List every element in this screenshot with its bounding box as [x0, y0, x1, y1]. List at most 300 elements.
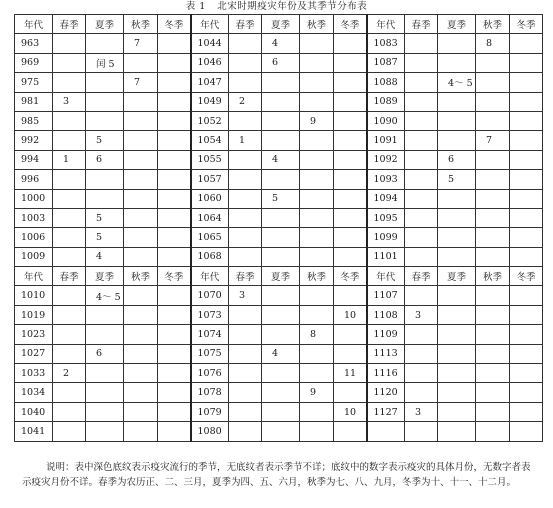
season-cell	[86, 402, 124, 421]
season-cell	[86, 364, 124, 383]
season-cell: 6	[86, 150, 124, 169]
season-cell: 10	[334, 402, 367, 421]
season-cell	[229, 422, 262, 441]
table-row	[15, 402, 543, 421]
table-row	[15, 189, 543, 208]
season-cell	[124, 92, 158, 111]
year-cell: 1070	[191, 286, 229, 305]
season-cell: 5	[262, 189, 300, 208]
season-cell	[334, 73, 367, 92]
column-header: 年代	[191, 267, 229, 286]
season-cell	[510, 228, 543, 247]
season-cell	[158, 402, 191, 421]
year-cell: 1093	[367, 170, 405, 189]
season-cell: 3	[405, 402, 438, 421]
column-header: 夏季	[438, 15, 476, 34]
season-cell: 11	[334, 364, 367, 383]
season-cell	[476, 422, 510, 441]
column-header: 春季	[405, 15, 438, 34]
season-cell	[158, 247, 191, 266]
season-cell	[476, 73, 510, 92]
season-cell	[229, 305, 262, 324]
season-cell	[476, 189, 510, 208]
table-row	[15, 344, 543, 363]
year-cell: 985	[15, 111, 53, 130]
season-cell	[300, 150, 334, 169]
season-cell	[229, 170, 262, 189]
season-cell	[510, 344, 543, 363]
season-cell	[300, 92, 334, 111]
year-cell: 1057	[191, 170, 229, 189]
column-header: 秋季	[476, 267, 510, 286]
season-cell	[510, 111, 543, 130]
year-cell: 981	[15, 92, 53, 111]
column-header: 秋季	[476, 15, 510, 34]
season-cell	[405, 34, 438, 53]
year-cell: 1049	[191, 92, 229, 111]
season-cell	[86, 325, 124, 344]
season-cell	[229, 34, 262, 53]
season-cell	[124, 150, 158, 169]
season-cell	[53, 422, 86, 441]
year-cell: 1127	[367, 402, 405, 421]
year-cell: 1041	[15, 422, 53, 441]
table-number: 表 1	[185, 1, 206, 12]
table-caption	[0, 0, 553, 13]
year-cell: 1101	[367, 247, 405, 266]
season-cell	[300, 344, 334, 363]
year-cell: 1090	[367, 111, 405, 130]
table-row	[15, 111, 543, 130]
season-cell	[124, 208, 158, 227]
season-cell: 闰 5	[86, 53, 124, 72]
year-cell: 1087	[367, 53, 405, 72]
season-cell	[124, 364, 158, 383]
season-cell	[300, 402, 334, 421]
season-cell	[510, 364, 543, 383]
season-cell: 4～ 5	[86, 286, 124, 305]
year-cell: 994	[15, 150, 53, 169]
season-cell	[334, 170, 367, 189]
season-cell	[53, 228, 86, 247]
season-cell	[438, 92, 476, 111]
season-cell: 8	[476, 34, 510, 53]
year-cell: 1089	[367, 92, 405, 111]
column-header: 春季	[405, 267, 438, 286]
season-cell	[53, 189, 86, 208]
year-cell: 1088	[367, 73, 405, 92]
season-cell	[476, 325, 510, 344]
year-cell: 1074	[191, 325, 229, 344]
season-cell	[86, 73, 124, 92]
season-cell	[262, 402, 300, 421]
season-cell	[124, 383, 158, 402]
season-cell	[510, 92, 543, 111]
season-cell	[53, 53, 86, 72]
year-cell: 992	[15, 131, 53, 150]
year-cell: 969	[15, 53, 53, 72]
season-cell: 9	[300, 111, 334, 130]
column-header: 秋季	[124, 267, 158, 286]
season-cell	[405, 344, 438, 363]
season-cell	[53, 34, 86, 53]
season-cell	[229, 344, 262, 363]
year-cell: 1054	[191, 131, 229, 150]
season-cell	[158, 383, 191, 402]
season-cell	[334, 131, 367, 150]
season-cell: 8	[300, 325, 334, 344]
year-cell: 975	[15, 73, 53, 92]
season-cell	[124, 325, 158, 344]
year-cell: 1083	[367, 34, 405, 53]
column-header: 冬季	[158, 15, 191, 34]
season-cell	[510, 150, 543, 169]
season-cell	[229, 383, 262, 402]
year-cell: 1023	[15, 325, 53, 344]
season-cell	[86, 305, 124, 324]
season-cell: 3	[405, 305, 438, 324]
table-row	[15, 383, 543, 402]
year-cell: 1009	[15, 247, 53, 266]
year-cell: 1092	[367, 150, 405, 169]
year-cell: 1095	[367, 208, 405, 227]
table-row	[15, 131, 543, 150]
season-cell: 7	[124, 34, 158, 53]
season-cell	[438, 189, 476, 208]
column-header: 年代	[191, 15, 229, 34]
season-cell	[158, 73, 191, 92]
column-header: 冬季	[334, 15, 367, 34]
season-cell	[53, 402, 86, 421]
season-cell	[124, 131, 158, 150]
season-cell: 5	[86, 228, 124, 247]
year-cell: 1064	[191, 208, 229, 227]
season-cell	[262, 325, 300, 344]
season-cell	[405, 170, 438, 189]
season-cell	[158, 150, 191, 169]
season-cell	[334, 422, 367, 441]
season-cell	[262, 286, 300, 305]
year-cell: 1034	[15, 383, 53, 402]
table-header-row	[15, 267, 543, 286]
season-cell	[334, 111, 367, 130]
season-cell	[229, 111, 262, 130]
column-header: 冬季	[334, 267, 367, 286]
season-cell	[262, 111, 300, 130]
season-cell	[158, 189, 191, 208]
year-cell: 1047	[191, 73, 229, 92]
season-cell	[229, 364, 262, 383]
season-cell	[334, 208, 367, 227]
column-header: 冬季	[158, 267, 191, 286]
year-cell: 1116	[367, 364, 405, 383]
season-cell	[300, 170, 334, 189]
season-cell	[53, 73, 86, 92]
season-cell: 6	[86, 344, 124, 363]
year-cell: 1091	[367, 131, 405, 150]
season-cell	[158, 422, 191, 441]
year-cell: 1094	[367, 189, 405, 208]
season-cell	[300, 422, 334, 441]
table-row	[15, 364, 543, 383]
season-cell	[158, 305, 191, 324]
season-cell	[124, 402, 158, 421]
season-cell	[334, 344, 367, 363]
season-cell	[476, 53, 510, 72]
season-cell	[476, 286, 510, 305]
season-cell	[158, 53, 191, 72]
year-cell: 1108	[367, 305, 405, 324]
column-header: 年代	[367, 15, 405, 34]
season-cell	[510, 208, 543, 227]
year-cell: 1055	[191, 150, 229, 169]
season-cell	[158, 34, 191, 53]
season-cell	[300, 286, 334, 305]
season-cell	[124, 305, 158, 324]
season-cell	[476, 383, 510, 402]
year-cell: 1109	[367, 325, 405, 344]
season-cell	[229, 228, 262, 247]
year-cell: 1099	[367, 228, 405, 247]
season-cell	[510, 286, 543, 305]
season-cell	[158, 228, 191, 247]
year-cell: 1065	[191, 228, 229, 247]
season-cell	[86, 92, 124, 111]
season-cell	[438, 131, 476, 150]
season-cell: 9	[300, 383, 334, 402]
season-cell	[334, 228, 367, 247]
year-cell: 1003	[15, 208, 53, 227]
column-header: 年代	[15, 267, 53, 286]
year-cell: 1033	[15, 364, 53, 383]
year-cell: 1073	[191, 305, 229, 324]
season-cell	[229, 325, 262, 344]
table-title: 北宋时期疫灾年份及其季节分布表	[217, 1, 368, 12]
table-row	[15, 73, 543, 92]
column-header: 年代	[15, 15, 53, 34]
season-cell: 2	[53, 364, 86, 383]
table-row	[15, 286, 543, 305]
season-cell: 4～ 5	[438, 73, 476, 92]
season-cell: 6	[438, 150, 476, 169]
year-cell: 1079	[191, 402, 229, 421]
season-cell	[405, 111, 438, 130]
season-cell	[438, 402, 476, 421]
season-cell	[510, 34, 543, 53]
year-cell: 963	[15, 34, 53, 53]
table-row	[15, 228, 543, 247]
season-cell	[476, 247, 510, 266]
season-cell: 2	[229, 92, 262, 111]
table-row	[15, 208, 543, 227]
year-cell	[367, 422, 405, 441]
season-cell	[300, 305, 334, 324]
table-row	[15, 92, 543, 111]
season-cell	[300, 53, 334, 72]
table-row	[15, 325, 543, 344]
column-header: 夏季	[262, 267, 300, 286]
season-cell	[438, 53, 476, 72]
season-cell	[438, 228, 476, 247]
season-cell	[510, 325, 543, 344]
season-cell	[262, 170, 300, 189]
season-cell	[86, 189, 124, 208]
season-cell	[405, 131, 438, 150]
column-header: 春季	[53, 267, 86, 286]
season-cell	[405, 73, 438, 92]
season-cell	[300, 247, 334, 266]
season-cell	[229, 189, 262, 208]
season-cell	[510, 422, 543, 441]
season-cell	[124, 344, 158, 363]
season-cell	[405, 92, 438, 111]
column-header: 夏季	[438, 267, 476, 286]
season-cell	[476, 402, 510, 421]
year-cell: 1075	[191, 344, 229, 363]
season-cell	[158, 364, 191, 383]
season-cell	[438, 286, 476, 305]
season-cell	[510, 131, 543, 150]
column-header: 秋季	[124, 15, 158, 34]
season-cell	[334, 325, 367, 344]
column-header: 秋季	[300, 267, 334, 286]
year-cell: 1027	[15, 344, 53, 363]
season-cell: 3	[229, 286, 262, 305]
season-cell	[262, 383, 300, 402]
season-cell	[438, 247, 476, 266]
season-cell	[158, 208, 191, 227]
season-cell	[334, 150, 367, 169]
column-header: 春季	[229, 15, 262, 34]
season-cell: 6	[262, 53, 300, 72]
season-cell	[229, 150, 262, 169]
season-cell: 4	[262, 150, 300, 169]
season-cell	[438, 325, 476, 344]
year-cell: 1107	[367, 286, 405, 305]
season-cell	[438, 383, 476, 402]
table-row	[15, 305, 543, 324]
season-cell	[405, 364, 438, 383]
season-cell	[300, 228, 334, 247]
season-cell	[262, 247, 300, 266]
season-cell	[158, 111, 191, 130]
year-cell: 1019	[15, 305, 53, 324]
season-cell	[438, 208, 476, 227]
season-cell	[405, 325, 438, 344]
season-cell	[334, 53, 367, 72]
table-row	[15, 422, 543, 441]
season-cell	[262, 305, 300, 324]
column-header: 秋季	[300, 15, 334, 34]
season-cell	[53, 208, 86, 227]
season-cell	[86, 34, 124, 53]
season-cell: 3	[53, 92, 86, 111]
table-header-row	[15, 15, 543, 34]
season-cell	[262, 228, 300, 247]
season-cell	[86, 170, 124, 189]
season-cell	[476, 150, 510, 169]
season-cell	[510, 53, 543, 72]
season-cell	[300, 189, 334, 208]
season-cell	[405, 53, 438, 72]
column-header: 夏季	[86, 15, 124, 34]
season-cell	[438, 344, 476, 363]
season-cell	[510, 305, 543, 324]
season-cell	[229, 247, 262, 266]
season-cell	[405, 208, 438, 227]
season-cell	[405, 189, 438, 208]
table-row	[15, 34, 543, 53]
season-cell	[438, 364, 476, 383]
season-cell	[476, 344, 510, 363]
season-cell	[53, 325, 86, 344]
season-cell	[438, 305, 476, 324]
season-cell	[229, 73, 262, 92]
table-row	[15, 150, 543, 169]
season-cell	[229, 53, 262, 72]
season-cell	[86, 383, 124, 402]
table-row	[15, 247, 543, 266]
season-cell	[510, 170, 543, 189]
season-cell	[86, 111, 124, 130]
season-cell	[124, 170, 158, 189]
season-cell	[53, 286, 86, 305]
season-cell	[124, 189, 158, 208]
season-cell	[86, 422, 124, 441]
season-cell	[158, 170, 191, 189]
table-row	[15, 53, 543, 72]
season-cell	[510, 383, 543, 402]
year-cell: 996	[15, 170, 53, 189]
year-cell: 1000	[15, 189, 53, 208]
season-cell	[300, 131, 334, 150]
season-cell	[124, 247, 158, 266]
season-cell	[476, 364, 510, 383]
year-cell: 1080	[191, 422, 229, 441]
season-cell	[438, 111, 476, 130]
column-header: 夏季	[262, 15, 300, 34]
season-cell	[262, 92, 300, 111]
season-cell	[300, 73, 334, 92]
season-cell	[476, 208, 510, 227]
column-header: 夏季	[86, 267, 124, 286]
column-header: 冬季	[510, 267, 543, 286]
season-cell	[405, 228, 438, 247]
year-cell: 1046	[191, 53, 229, 72]
season-cell	[229, 402, 262, 421]
season-cell	[476, 111, 510, 130]
season-cell	[334, 247, 367, 266]
epidemic-season-table	[14, 14, 543, 442]
year-cell: 1076	[191, 364, 229, 383]
season-cell	[158, 131, 191, 150]
season-cell	[476, 170, 510, 189]
season-cell	[334, 34, 367, 53]
season-cell	[262, 208, 300, 227]
season-cell	[510, 73, 543, 92]
season-cell	[53, 305, 86, 324]
season-cell	[476, 92, 510, 111]
season-cell: 4	[262, 344, 300, 363]
season-cell	[438, 34, 476, 53]
season-cell: 1	[53, 150, 86, 169]
season-cell	[262, 422, 300, 441]
season-cell	[405, 422, 438, 441]
season-cell	[53, 247, 86, 266]
season-cell	[405, 383, 438, 402]
season-cell	[300, 208, 334, 227]
season-cell	[53, 170, 86, 189]
